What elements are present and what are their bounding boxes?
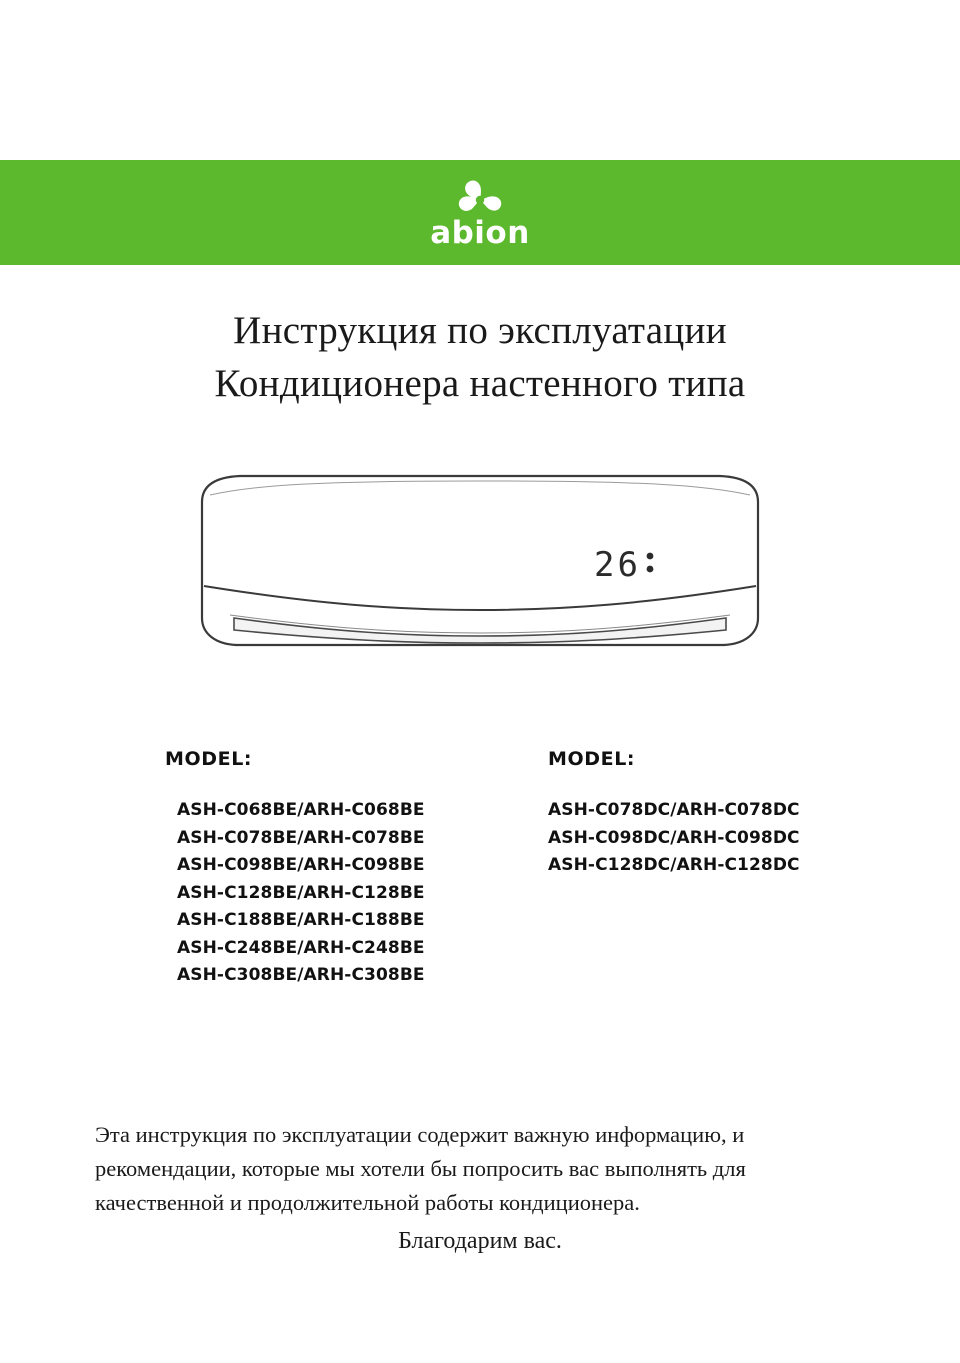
model-item: ASH-C128DC/ARH-C128DC [548, 855, 800, 876]
model-item: ASH-C128BE/ARH-C128BE [177, 882, 425, 903]
fan-blades-icon [453, 178, 507, 222]
page-title-line-1: Инструкция по эксплуатации [233, 309, 727, 352]
model-item: ASH-C098BE/ARH-C098BE [177, 855, 425, 876]
brand-logo [430, 178, 530, 249]
air-conditioner-illustration [196, 468, 764, 683]
model-lists [0, 748, 960, 990]
brand-banner [0, 160, 960, 265]
model-item: ASH-C188BE/ARH-C188BE [177, 910, 425, 931]
page-title [0, 305, 960, 410]
brand-name: abion [430, 215, 530, 251]
model-item: ASH-C078BE/ARH-C078BE [177, 827, 425, 848]
svg-text:26: 26 [594, 545, 641, 585]
model-list-right [548, 797, 960, 880]
model-item: ASH-C098DC/ARH-C098DC [548, 827, 800, 848]
model-column-right [500, 748, 960, 990]
thanks-line: Благодарим вас. [398, 1228, 562, 1254]
model-list-left [165, 797, 500, 990]
model-item: ASH-C248BE/ARH-C248BE [177, 937, 425, 958]
model-item: ASH-C308BE/ARH-C308BE [177, 965, 425, 986]
model-column-left [0, 748, 500, 990]
model-heading-left: MODEL: [165, 748, 253, 770]
page-title-line-2: Кондиционера настенного типа [214, 361, 746, 405]
model-item: ASH-C078DC/ARH-C078DC [548, 800, 800, 820]
model-heading-right: MODEL: [548, 748, 636, 770]
model-item: ASH-C068BE/ARH-C068BE [177, 800, 425, 820]
instruction-note: Эта инструкция по эксплуатации содержит важную информацию, и рекомендации, которые мы хотели бы попросить вас выполнять для качественной и продолжительной работы кондиционера. [95, 1122, 746, 1215]
